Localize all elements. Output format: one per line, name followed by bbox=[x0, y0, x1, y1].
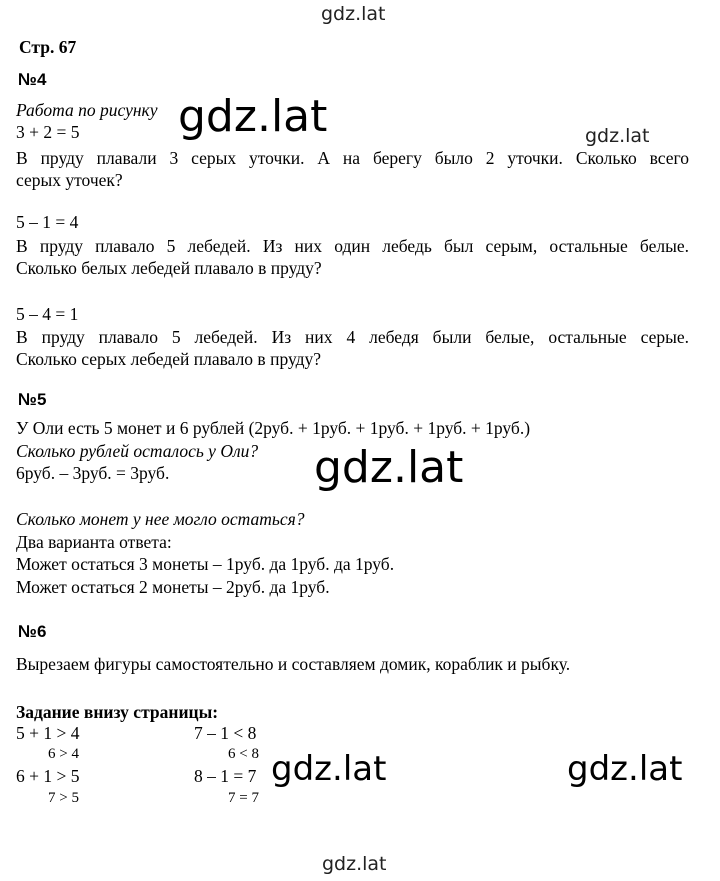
task-4-text2a: В пруду плавало 5 лебедей. Из них один лебедь был серым, остальные белые. bbox=[16, 236, 689, 256]
task-4-number: №4 bbox=[18, 70, 47, 89]
bottom-right-2-sub: 7 = 7 bbox=[228, 790, 259, 806]
bottom-right-2: 8 – 1 = 7 bbox=[194, 766, 257, 786]
task-5-ans2c: Может остаться 2 монеты – 2руб. да 1руб. bbox=[16, 577, 330, 597]
task-5-line1: У Оли есть 5 монет и 6 рублей (2руб. + 1руб. + 1руб. + 1руб. + 1руб.) bbox=[16, 418, 531, 438]
watermark-big-2: gdz.lat bbox=[314, 442, 464, 493]
bottom-right-1: 7 – 1 < 8 bbox=[194, 723, 257, 743]
task-5-ans2b: Может остаться 3 монеты – 1руб. да 1руб. да 1руб. bbox=[16, 554, 395, 574]
task-4-eq3: 5 – 4 = 1 bbox=[16, 304, 79, 324]
task-4-text3a: В пруду плавало 5 лебедей. Из них 4 лебедя были белые, остальные серые. bbox=[16, 327, 689, 347]
task-5-q2: Сколько монет у нее могло остаться? bbox=[16, 509, 305, 529]
task-5-number: №5 bbox=[18, 390, 47, 409]
task-5-ans1: 6руб. – 3руб. = 3руб. bbox=[16, 463, 170, 483]
bottom-left-2: 6 + 1 > 5 bbox=[16, 766, 80, 786]
task-4-eq1: 3 + 2 = 5 bbox=[16, 122, 80, 142]
task-4-intro: Работа по рисунку bbox=[16, 100, 158, 120]
watermark-bottom: gdz.lat bbox=[322, 853, 387, 875]
bottom-left-1-sub: 6 > 4 bbox=[48, 746, 79, 762]
watermark-top: gdz.lat bbox=[321, 3, 386, 25]
task-5-ans2a: Два варианта ответа: bbox=[16, 532, 172, 552]
bottom-task-heading: Задание внизу страницы: bbox=[16, 702, 219, 722]
task-4-text1b: серых уточек? bbox=[16, 170, 123, 190]
task-4-text3b: Сколько серых лебедей плавало в пруду? bbox=[16, 349, 322, 369]
task-4-text1a: В пруду плавали 3 серых уточки. А на берегу было 2 уточки. Сколько всего bbox=[16, 148, 689, 168]
bottom-left-1: 5 + 1 > 4 bbox=[16, 723, 80, 743]
bottom-right-1-sub: 6 < 8 bbox=[228, 746, 259, 762]
watermark-right-1: gdz.lat bbox=[585, 125, 650, 147]
watermark-big-1: gdz.lat bbox=[178, 91, 328, 142]
task-6-number: №6 bbox=[18, 622, 47, 641]
task-4-eq2: 5 – 1 = 4 bbox=[16, 212, 79, 232]
watermark-big-4: gdz.lat bbox=[567, 749, 683, 789]
task-6-text: Вырезаем фигуры самостоятельно и составляем домик, кораблик и рыбку. bbox=[16, 654, 571, 674]
task-5-q1: Сколько рублей осталось у Оли? bbox=[16, 441, 259, 461]
watermark-big-3: gdz.lat bbox=[271, 749, 387, 789]
bottom-left-2-sub: 7 > 5 bbox=[48, 790, 79, 806]
task-4-text2b: Сколько белых лебедей плавало в пруду? bbox=[16, 258, 322, 278]
page-title: Стр. 67 bbox=[19, 37, 77, 57]
